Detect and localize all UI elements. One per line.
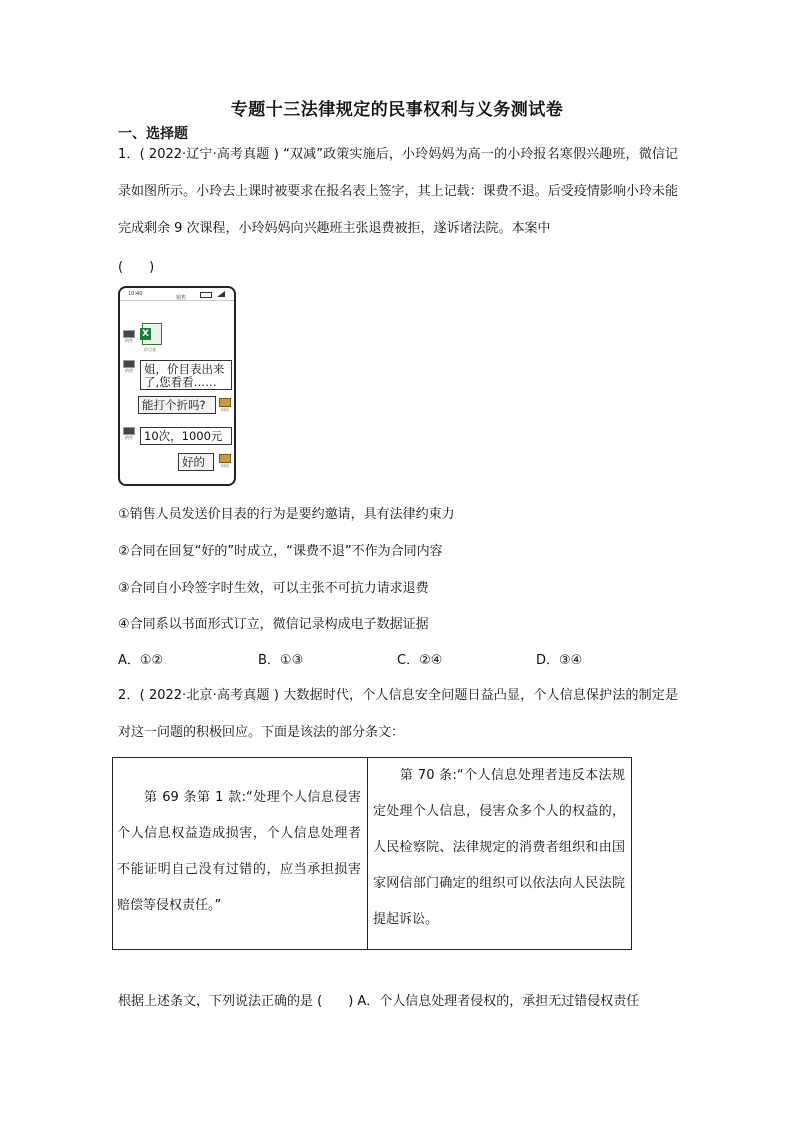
status-time: 10:40 bbox=[128, 291, 143, 297]
avatar-caption: 销售 bbox=[125, 435, 133, 440]
choice-d[interactable]: D．③④ bbox=[536, 653, 583, 668]
avatar-caption: 销售 bbox=[125, 338, 133, 343]
sales-avatar bbox=[123, 427, 135, 438]
choice-a[interactable]: A．①② bbox=[118, 653, 164, 668]
mother-avatar bbox=[219, 398, 231, 411]
choice-c[interactable]: C．②④ bbox=[397, 653, 443, 668]
chat-message: 能打个折吗? bbox=[138, 396, 216, 414]
computer-icon bbox=[123, 427, 135, 435]
option-2: ②合同在回复“好的”时成立，“课费不退”不作为合同内容 bbox=[118, 544, 443, 559]
mother-avatar bbox=[219, 454, 231, 467]
avatar-caption: 妈妈 bbox=[221, 407, 229, 412]
excel-file-icon: X bbox=[142, 323, 162, 345]
signal-icon bbox=[217, 291, 225, 297]
file-caption: 价目表 bbox=[144, 347, 156, 352]
chat-message: 姐，价目表出来了,您看看…… bbox=[140, 360, 232, 390]
chat-message: 好的 bbox=[178, 453, 214, 471]
question-1-stem: 1．( 2022·辽宁·高考真题 ) “双减”政策实施后，小玲妈妈为高一的小玲报名寒假兴趣班，微信记录如图所示。小玲去上课时被要求在报名表上签字，其上记载：课费不退。后受疫情影响小玲未能完成剩余 9 次课程，小玲妈妈向兴趣班主张退费被拒，遂诉诸法院。本案中 bbox=[118, 147, 678, 236]
avatar-caption: 销售 bbox=[125, 368, 133, 373]
question-1-blank: ( ) bbox=[118, 260, 155, 275]
option-4: ④合同系以书面形式订立，微信记录构成电子数据证据 bbox=[118, 617, 429, 632]
section-heading: 一、选择题 bbox=[118, 126, 188, 142]
avatar-caption: 妈妈 bbox=[221, 463, 229, 468]
sales-avatar bbox=[123, 330, 135, 341]
option-1: ①销售人员发送价目表的行为是要约邀请，具有法律约束力 bbox=[118, 507, 455, 522]
sales-avatar bbox=[123, 360, 135, 371]
header-divider bbox=[120, 300, 234, 301]
battery-icon bbox=[200, 292, 212, 298]
photo-icon bbox=[219, 454, 231, 463]
chat-contact-name: 销售 bbox=[176, 295, 187, 301]
law-articles-table bbox=[112, 757, 632, 950]
question-2-stem: 2．( 2022·北京·高考真题 ) 大数据时代，个人信息安全问题日益凸显，个人信息保护法的制定是对这一问题的积极回应。下面是该法的部分条文： bbox=[118, 688, 678, 740]
chat-message: 10次，1000元 bbox=[140, 427, 232, 445]
choice-b[interactable]: B．①③ bbox=[258, 653, 304, 668]
table-divider bbox=[367, 758, 368, 949]
question-2-prompt: 根据上述条文，下列说法正确的是 ( ) A．个人信息处理者侵权的，承担无过错侵权责任 bbox=[118, 994, 640, 1009]
photo-icon bbox=[219, 398, 231, 407]
table-cell-article-70: 第 70 条:“个人信息处理者违反本法规定处理个人信息，侵害众多个人的权益的，人民检察院、法律规定的消费者组织和由国家网信部门确定的组织可以依法向人民法院提起诉讼。 bbox=[373, 768, 625, 927]
wechat-chat-figure bbox=[118, 286, 236, 486]
table-cell-article-69: 第 69 条第 1 款:“处理个人信息侵害个人信息权益造成损害，个人信息处理者不能证明自己没有过错的，应当承担损害赔偿等侵权责任。” bbox=[117, 790, 361, 913]
phone-status-bar bbox=[126, 291, 228, 300]
computer-icon bbox=[123, 330, 135, 338]
document-title: 专题十三法律规定的民事权利与义务测试卷 bbox=[230, 100, 564, 120]
option-3: ③合同自小玲签字时生效，可以主张不可抗力请求退费 bbox=[118, 581, 429, 596]
computer-icon bbox=[123, 360, 135, 368]
